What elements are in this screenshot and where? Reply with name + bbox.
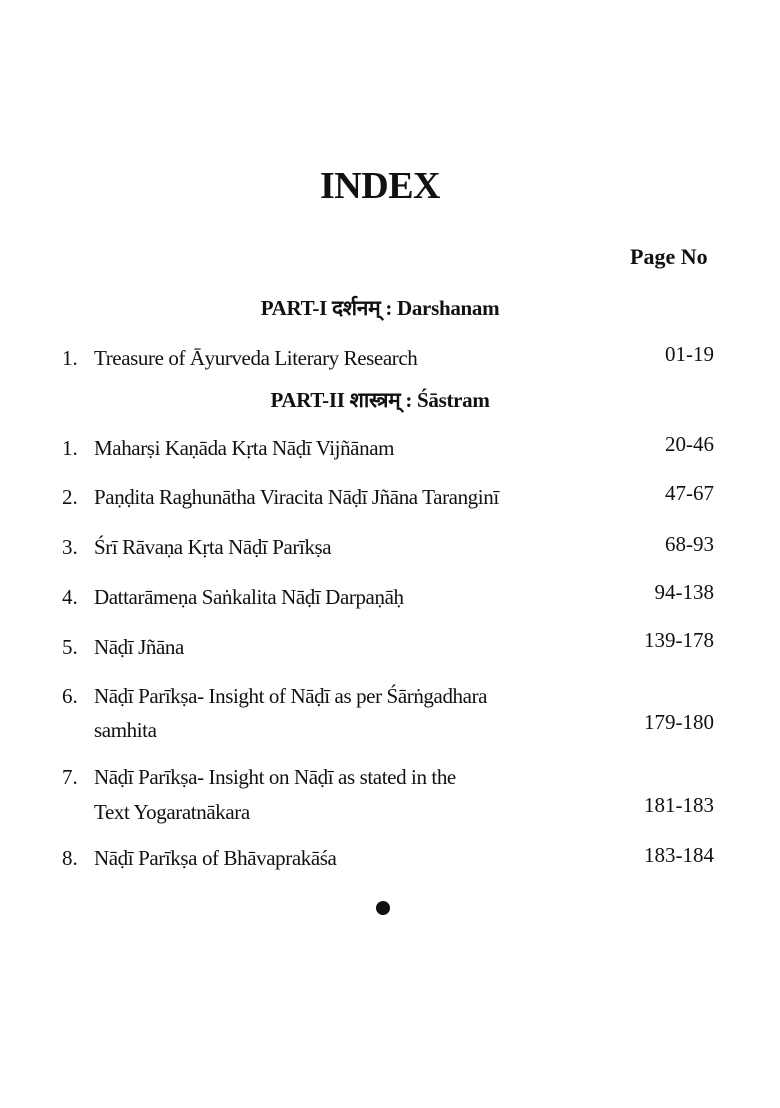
entry-number: 5.	[62, 635, 78, 659]
entry-title: Dattarāmeṇa Saṅkalita Nāḍī Darpaṇāḥ	[94, 585, 404, 609]
entry-pages: 179-180	[644, 710, 714, 734]
page-no-header: Page No	[630, 244, 708, 269]
entry-number: 3.	[62, 535, 78, 559]
entry-title: Nāḍī Parīkṣa of Bhāvaprakāśa	[94, 846, 337, 870]
entry-title: Śrī Rāvaṇa Kṛta Nāḍī Parīkṣa	[94, 535, 332, 559]
part2-heading: PART-II शास्त्रम् : Śāstram	[270, 388, 490, 412]
entry-title: Nāḍī Parīkṣa- Insight on Nāḍī as stated in the	[94, 765, 456, 789]
entry-pages: 183-184	[644, 843, 714, 867]
entry-number: 2.	[62, 485, 78, 509]
entry-number: 8.	[62, 846, 78, 870]
entry-pages: 01-19	[665, 342, 714, 366]
entry-title: Maharṣi Kaṇāda Kṛta Nāḍī Vijñānam	[94, 436, 395, 460]
entry-title-continued: Text Yogaratnākara	[94, 800, 250, 824]
entry-pages: 139-178	[644, 628, 714, 652]
entry-title-continued: samhita	[94, 718, 157, 742]
entry-pages: 94-138	[654, 580, 714, 604]
entry-number: 1.	[62, 436, 78, 460]
entry-pages: 47-67	[665, 481, 714, 505]
entry-pages: 20-46	[665, 432, 714, 456]
entry-number: 6.	[62, 684, 78, 708]
entry-title: Nāḍī Parīkṣa- Insight of Nāḍī as per Śārṅgadhara	[94, 684, 488, 708]
entry-number: 4.	[62, 585, 78, 609]
part1-heading: PART-I दर्शनम् : Darshanam	[260, 296, 500, 320]
entry-title: Paṇḍita Raghunātha Viracita Nāḍī Jñāna Taranginī	[94, 485, 499, 509]
entry-title: Treasure of Āyurveda Literary Research	[94, 346, 418, 370]
page-title: INDEX	[320, 165, 440, 207]
entry-pages: 68-93	[665, 532, 714, 556]
entry-pages: 181-183	[644, 793, 714, 817]
entry-number: 7.	[62, 765, 78, 789]
entry-title: Nāḍī Jñāna	[94, 635, 184, 659]
end-bullet-icon	[376, 901, 390, 915]
entry-number: 1.	[62, 346, 78, 370]
